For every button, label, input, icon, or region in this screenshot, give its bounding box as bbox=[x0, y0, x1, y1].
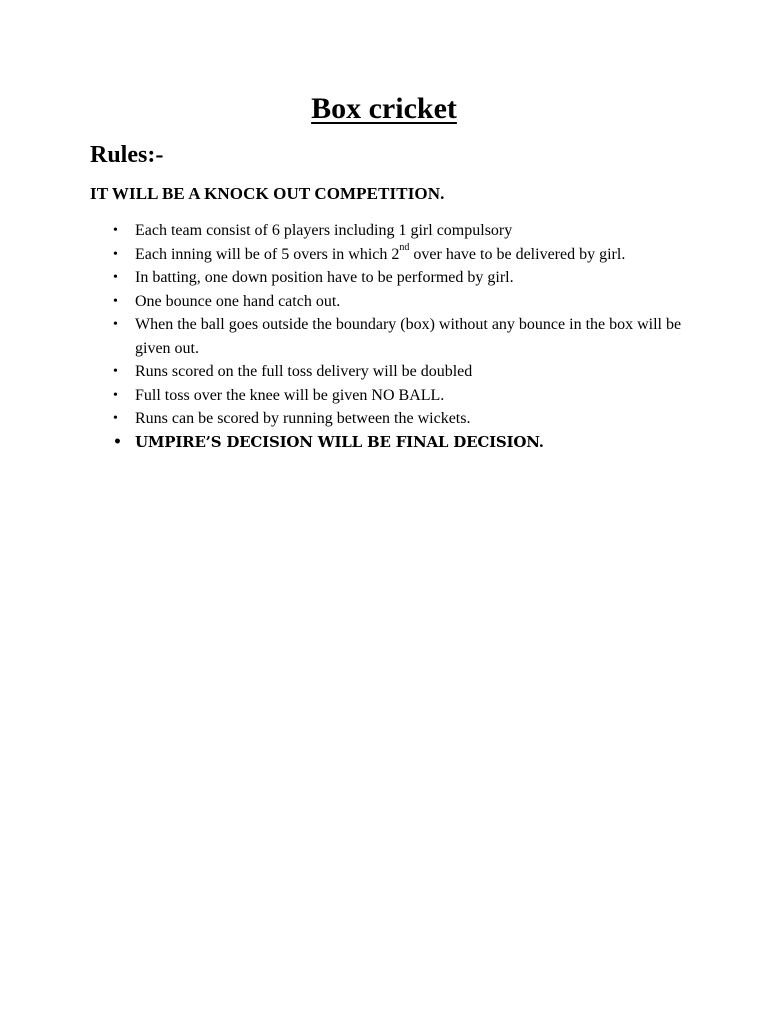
page-title: Box cricket bbox=[311, 92, 457, 125]
rule-item bbox=[113, 313, 693, 360]
bullet-icon: • bbox=[113, 364, 118, 379]
rule-item bbox=[113, 384, 693, 408]
rule-item bbox=[113, 243, 693, 267]
rule-item bbox=[113, 219, 693, 243]
bullet-icon: • bbox=[113, 317, 118, 332]
bullet-icon: • bbox=[113, 387, 118, 403]
bullet-icon: • bbox=[113, 411, 118, 426]
rule-text-continued: over have to be delivered by girl. bbox=[409, 245, 626, 263]
rule-text: UMPIRE’S DECISION WILL BE FINAL DECISION. bbox=[135, 432, 544, 451]
rule-text: Full toss over the knee will be given NO BALL. bbox=[135, 386, 445, 404]
rule-item bbox=[113, 360, 693, 384]
competition-format-heading: IT WILL BE A KNOCK OUT COMPETITION. bbox=[90, 184, 445, 203]
rule-text: Each team consist of 6 players including 1 girl compulsory bbox=[135, 222, 513, 239]
rules-list bbox=[113, 219, 693, 454]
rule-text: Each inning will be of 5 overs in which 2 bbox=[135, 245, 400, 263]
rule-text: In batting, one down position have to be performed by girl. bbox=[135, 269, 514, 286]
rule-item bbox=[113, 290, 693, 314]
bullet-icon: • bbox=[113, 433, 122, 450]
rule-item bbox=[113, 266, 693, 290]
bullet-icon: • bbox=[113, 293, 118, 309]
rule-text: Runs can be scored by running between the wickets. bbox=[135, 410, 471, 427]
bullet-icon: • bbox=[113, 246, 118, 262]
rule-item bbox=[113, 431, 693, 455]
rule-text: Runs scored on the full toss delivery will be doubled bbox=[135, 363, 473, 380]
bullet-icon: • bbox=[113, 223, 118, 238]
bullet-icon: • bbox=[113, 270, 118, 285]
rule-text: When the ball goes outside the boundary (box) without any bounce in the box will be given out. bbox=[135, 316, 682, 357]
ordinal-superscript: nd bbox=[399, 242, 410, 254]
rule-text: One bounce one hand catch out. bbox=[135, 292, 341, 310]
rule-item bbox=[113, 407, 693, 431]
rules-heading: Rules:- bbox=[90, 142, 164, 168]
